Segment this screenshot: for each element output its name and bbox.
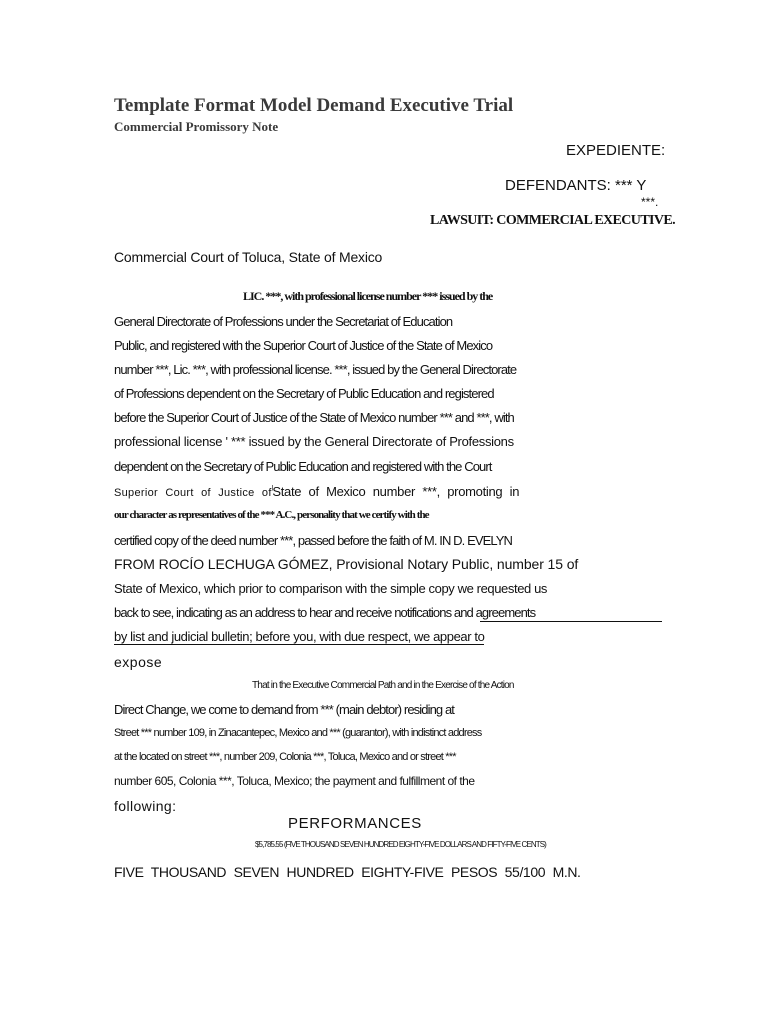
performances-heading: PERFORMANCES bbox=[288, 815, 422, 832]
document-subtitle: Commercial Promissory Note bbox=[114, 119, 279, 134]
footnote-marker: l bbox=[271, 485, 273, 493]
body-line-18: Direct Change, we come to demand from *** (main debtor) residing at bbox=[114, 702, 454, 717]
body-line-21: number 605, Colonia ***, Toluca, Mexico; the payment and fulfillment of the bbox=[114, 774, 475, 788]
body-line-9 bbox=[114, 484, 519, 499]
body-line-5: of Professions dependent on the Secretary of Public Education and registered bbox=[114, 386, 494, 401]
body-line-9-start: Superior Court of Justice of bbox=[114, 487, 272, 499]
body-line-7: professional license ' *** issued by the General Directorate of Professions bbox=[114, 434, 514, 449]
body-line-14: back to see, indicating as an address to hear and receive notifications and agreements bbox=[114, 605, 536, 620]
body-line-8: dependent on the Secretary of Public Education and registered with the Court bbox=[114, 459, 492, 474]
body-line-3: Public, and registered with the Superior Court of Justice of the State of Mexico bbox=[114, 338, 493, 353]
court-name: Commercial Court of Toluca, State of Mexico bbox=[114, 249, 383, 265]
body-line-6: before the Superior Court of Justice of the State of Mexico number *** and ***, with bbox=[114, 410, 514, 425]
body-line-15: by list and judicial bulletin; before you, with due respect, we appear to bbox=[114, 629, 485, 644]
body-line-17: That in the Executive Commercial Path and in the Exercise of the Action bbox=[252, 680, 514, 691]
body-line-20: at the located on street ***, number 209, Colonia ***, Toluca, Mexico and or street *** bbox=[114, 751, 456, 763]
defendants-label: DEFENDANTS: *** Y bbox=[505, 177, 647, 194]
body-line-4: number ***, Lic. ***, with professional license. ***, issued by the General Directorate bbox=[114, 362, 517, 377]
body-line-11: certified copy of the deed number ***, passed before the faith of M. IN D. EVELYN bbox=[114, 533, 513, 548]
lawsuit-type: LAWSUIT: COMMERCIAL EXECUTIVE. bbox=[430, 213, 676, 228]
body-line-2: General Directorate of Professions under the Secretariat of Education bbox=[114, 314, 453, 329]
document-title: Template Format Model Demand Executive Trial bbox=[114, 95, 514, 116]
amount-figure: $5,785.55 (FIVE THOUSAND SEVEN HUNDRED EIGHTY-FIVE DOLLARS AND FIFTY-FIVE CENTS) bbox=[255, 840, 546, 849]
expediente-label: EXPEDIENTE: bbox=[566, 142, 666, 159]
body-line-22: following: bbox=[114, 798, 177, 814]
body-line-10: our character as representatives of the *** A.C., personality that we certify with the bbox=[114, 509, 429, 521]
defendants-continuation: ***. bbox=[641, 195, 659, 209]
body-line-12: FROM ROCÍO LECHUGA GÓMEZ, Provisional Notary Public, number 15 of bbox=[114, 556, 579, 572]
body-line-19: Street *** number 109, in Zinacantepec, Mexico and *** (guarantor), with indistinct address bbox=[114, 727, 482, 739]
body-line-1: LIC. ***, with professional license number *** issued by the bbox=[243, 289, 493, 303]
body-line-16: expose bbox=[114, 654, 163, 670]
amount-in-words: FIVE THOUSAND SEVEN HUNDRED EIGHTY-FIVE PESOS 55/100 M.N. bbox=[114, 864, 581, 880]
underline-rule bbox=[480, 621, 662, 622]
body-line-13: State of Mexico, which prior to comparison with the simple copy we requested us bbox=[114, 581, 548, 596]
body-line-9-end: State of Mexico number ***, promoting in bbox=[272, 484, 520, 499]
